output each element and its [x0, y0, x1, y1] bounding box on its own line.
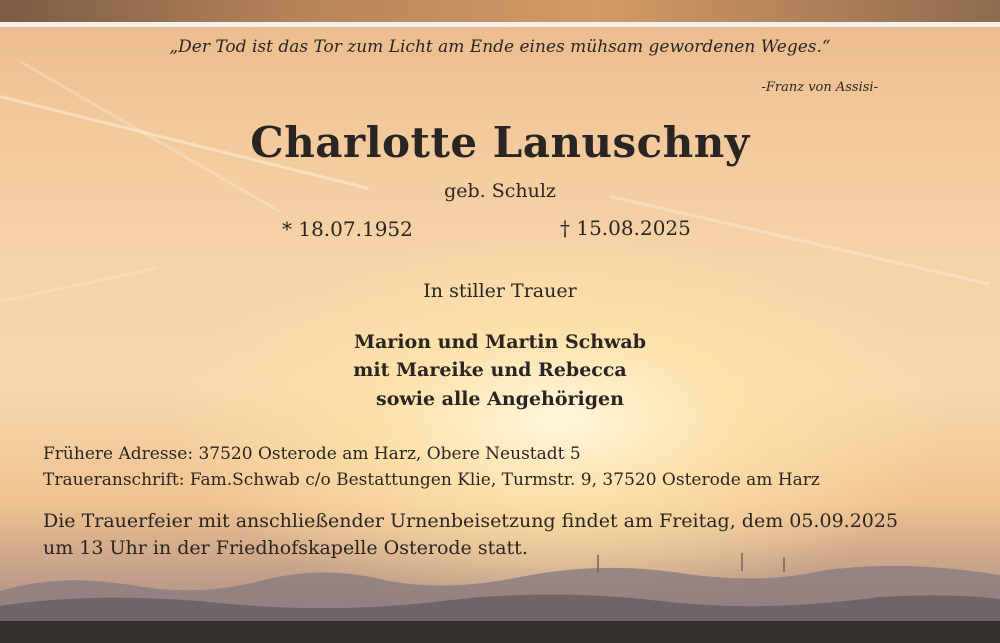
birth-date: * 18.07.1952	[282, 217, 413, 241]
mourning-address: Traueranschrift: Fam.Schwab c/o Bestattungen Klie, Turmstr. 9, 37520 Osterode am Harz	[43, 470, 820, 490]
maiden-name: geb. Schulz	[444, 180, 556, 202]
mourner-line: mit Mareike und Rebecca	[353, 359, 627, 381]
mourner-line: Marion und Martin Schwab	[353, 331, 647, 353]
quote-author: -Franz von Assisi-	[761, 80, 878, 95]
former-address: Frühere Adresse: 37520 Osterode am Harz, Obere Neustadt 5	[43, 444, 581, 464]
deceased-name: Charlotte Lanuschny	[250, 118, 750, 167]
sunset-panel	[0, 22, 1000, 622]
quote-text: „Der Tod ist das Tor zum Licht am Ende eines mühsam gewordenen Weges.“	[169, 37, 831, 57]
hills-silhouette	[0, 551, 1000, 621]
death-date: † 15.08.2025	[560, 216, 691, 240]
funeral-info-line: Die Trauerfeier mit anschließender Urnenbeisetzung findet am Freitag, dem 05.09.2025	[43, 510, 899, 532]
top-border	[0, 0, 1000, 22]
funeral-info-line: um 13 Uhr in der Friedhofskapelle Osterode statt.	[43, 537, 528, 559]
mourner-line: sowie alle Angehörigen	[376, 388, 624, 410]
mourning-intro: In stiller Trauer	[423, 280, 577, 302]
bottom-border	[0, 621, 1000, 643]
